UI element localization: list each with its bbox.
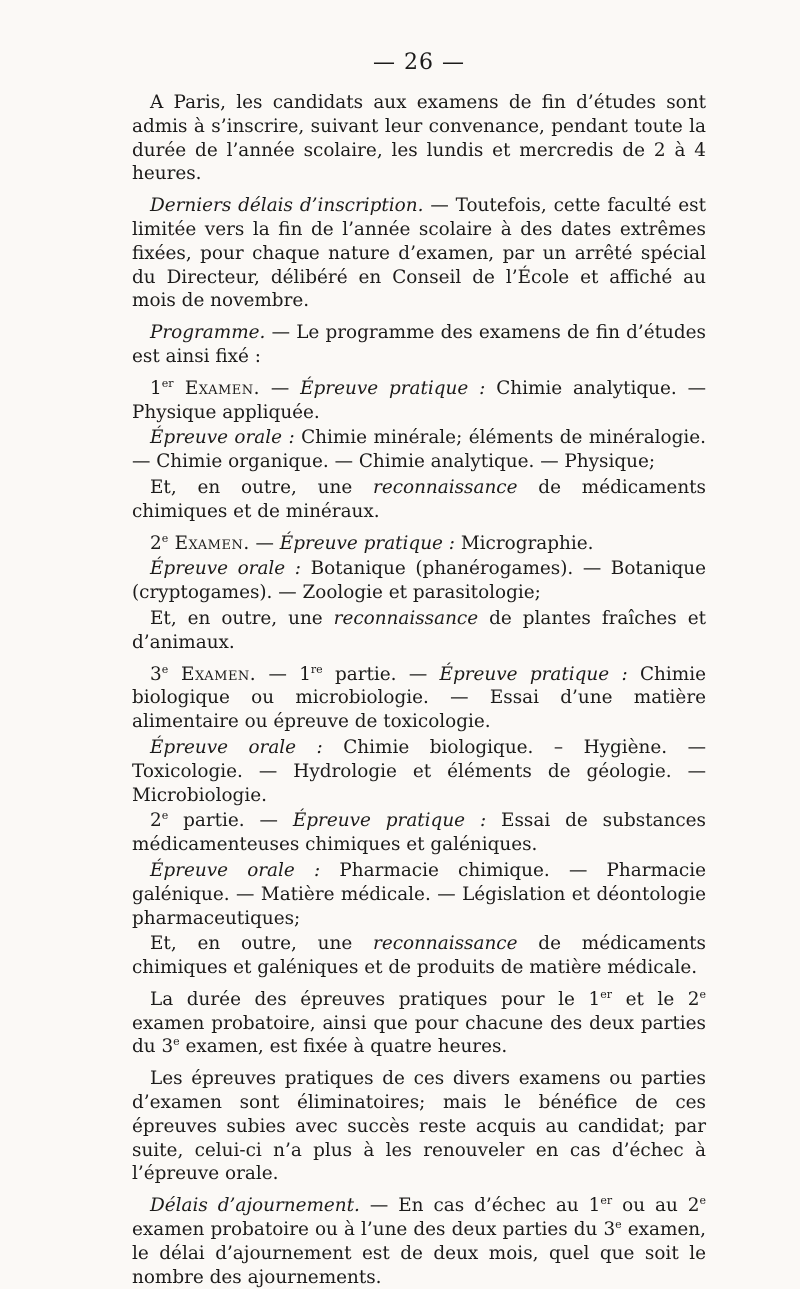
text-run: ou au 2	[612, 1195, 700, 1217]
small-caps-heading: Examen.	[168, 532, 250, 554]
text-run: Et, en outre, une	[150, 933, 374, 955]
text-run: A Paris, les candidats aux examens de fin d’études sont admis à s’inscrire, suivant leur convenance, pendant toute la durée de l’année scolaire, les lundis et mercredis de 2 à 4 heures.	[132, 92, 706, 185]
text-run: Essai de substances médicamenteuses chimiques et galéniques.	[132, 810, 706, 856]
text-run: —	[259, 377, 301, 399]
superscript: e	[161, 809, 169, 823]
paragraph	[132, 532, 706, 556]
paragraph	[132, 1194, 706, 1289]
text-run: Et, en outre, une	[150, 476, 374, 498]
paragraph	[132, 932, 706, 980]
italic-text: Épreuve pratique :	[292, 810, 487, 832]
paragraph	[132, 426, 706, 474]
text-run: — Toutefois, cette faculté est limitée vers la fin de l’année scolaire à des dates extrêmes fixées, pour chaque nature d’examen, par un arrêté spécial du Directeur, délibéré en Conseil de l’École et affiché au mois de novembre.	[132, 195, 706, 312]
paragraph	[132, 377, 706, 425]
superscript: e	[699, 987, 707, 1001]
page-number: — 26 —	[373, 50, 465, 75]
text-run: — En cas d’échec au 1	[359, 1195, 601, 1217]
text-run: examen probatoire ou à l’une des deux parties du 3	[132, 1219, 616, 1241]
superscript: er	[600, 987, 612, 1001]
text-run: — 1	[256, 663, 311, 685]
paragraph	[132, 809, 706, 857]
text-run: — Le programme des examens de fin d’études est ainsi fixé :	[132, 322, 706, 367]
text-run: de plantes fraîches et d’animaux.	[132, 607, 706, 653]
text-run: 2	[150, 810, 162, 832]
paragraph	[132, 988, 706, 1059]
text-run: examen, le délai d’ajournement est de deux mois, quel que soit le nombre des ajournements.	[132, 1219, 706, 1288]
superscript: er	[161, 376, 174, 390]
text-run: Chimie biologique. – Hygiène. — Toxicologie. — Hydrologie et éléments de géologie. — Microbiologie.	[132, 736, 706, 806]
text-run: Chimie biologique ou microbiologie. — Essai d’une matière alimentaire ou épreuve de toxicologie.	[132, 663, 706, 733]
paragraph	[132, 736, 706, 807]
superscript: e	[161, 531, 169, 545]
italic-text: reconnaissance	[373, 933, 518, 955]
paragraph	[132, 476, 706, 524]
superscript: e	[173, 1035, 180, 1049]
text-run: partie. —	[168, 810, 293, 832]
paragraph	[132, 91, 706, 186]
superscript: re	[310, 662, 323, 676]
italic-text: Épreuve orale :	[150, 736, 323, 758]
paragraph	[132, 607, 706, 655]
italic-text: Épreuve pratique :	[439, 663, 628, 685]
text-run: et le 2	[611, 988, 700, 1010]
italic-text: reconnaissance	[333, 607, 479, 629]
paragraph	[132, 321, 706, 369]
superscript: e	[615, 1217, 622, 1231]
small-caps-heading: Examen.	[173, 377, 260, 399]
text-run: Et, en outre, une	[150, 607, 334, 629]
italic-text: reconnaissance	[373, 476, 518, 498]
text-run: de médicaments chimiques et de minéraux.	[132, 476, 706, 522]
text-run: 2	[150, 532, 162, 554]
text-run: 1	[150, 377, 162, 399]
italic-text: Épreuve orale :	[150, 859, 321, 881]
superscript: e	[161, 662, 169, 676]
text-run: 3	[150, 663, 162, 685]
small-caps-heading: Examen.	[168, 663, 257, 685]
body-text	[132, 91, 706, 1289]
text-run: Chimie analytique. — Physique appliquée.	[132, 377, 706, 423]
text-run: examen probatoire, ainsi que pour chacune des deux parties du 3	[132, 1012, 706, 1058]
superscript: er	[600, 1194, 613, 1208]
text-run: Les épreuves pratiques de ces divers examens ou parties d’examen sont éliminatoires; mais le bénéfice de ces épreuves subies avec succès reste acquis au candidat; par suite, celui-ci n’a plus à les renouveler en cas d’échec à l’épreuve orale.	[132, 1068, 706, 1185]
italic-text: Délais d’ajournement.	[150, 1195, 360, 1217]
text-run: La durée des épreuves pratiques pour le 1	[150, 988, 601, 1010]
text-run: examen, est fixée à quatre heures.	[179, 1036, 508, 1058]
superscript: e	[699, 1194, 707, 1208]
text-run: Pharmacie chimique. — Pharmacie galénique. — Matière médicale. — Législation et déontologie pharmaceutiques;	[132, 859, 706, 929]
text-run: de médicaments chimiques et galéniques et de produits de matière médicale.	[132, 933, 706, 979]
text-run: Botanique (phanérogames). — Botanique (cryptogames). — Zoologie et parasitologie;	[132, 558, 706, 604]
italic-text: Programme.	[150, 322, 266, 344]
paragraph	[132, 663, 706, 734]
paragraph	[132, 557, 706, 605]
italic-text: Épreuve orale :	[150, 427, 295, 449]
paragraph	[132, 1067, 706, 1186]
italic-text: Épreuve pratique :	[279, 532, 455, 554]
text-run: —	[249, 532, 280, 554]
text-run: Micrographie.	[454, 532, 594, 554]
italic-text: Derniers délais d’inscription.	[150, 195, 424, 217]
paragraph	[132, 859, 706, 930]
italic-text: Épreuve pratique :	[300, 377, 486, 399]
italic-text: Épreuve orale :	[150, 558, 301, 580]
text-run: Chimie minérale; éléments de minéralogie. — Chimie organique. — Chimie analytique. — Physique;	[132, 427, 706, 473]
paragraph	[132, 194, 706, 313]
text-run: partie. —	[322, 663, 440, 685]
